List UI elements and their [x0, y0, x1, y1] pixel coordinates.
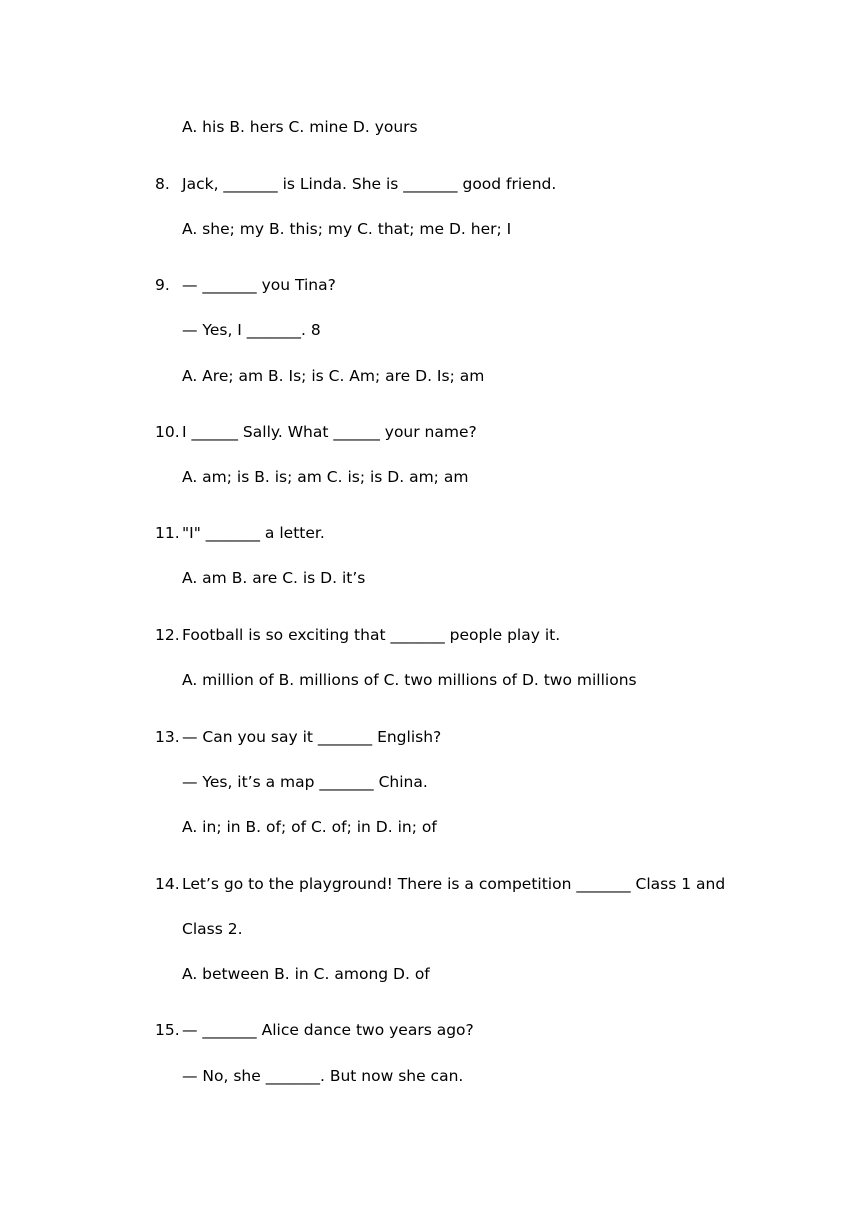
q10-stem: I ______ Sally. What ______ your name? — [182, 423, 477, 441]
q14-stem-line2: Class 2. — [182, 920, 243, 938]
q7-options: A. his B. hers C. mine D. yours — [182, 118, 418, 136]
q11-options: A. am B. are C. is D. it’s — [182, 569, 366, 587]
q14-number: 14. — [155, 875, 180, 893]
q14-stem-line1: Let’s go to the playground! There is a competition _______ Class 1 and — [182, 875, 726, 893]
q8-stem: Jack, _______ is Linda. She is _______ good friend. — [182, 175, 557, 193]
q13-options: A. in; in B. of; of C. of; in D. in; of — [182, 818, 437, 836]
q11-stem: "I" _______ a letter. — [182, 524, 325, 542]
q15-stem-line2: — No, she _______. But now she can. — [182, 1067, 464, 1085]
q9-number: 9. — [155, 276, 170, 294]
q13-stem-line2: — Yes, it’s a map _______ China. — [182, 773, 428, 791]
q11-number: 11. — [155, 524, 180, 542]
q12-number: 12. — [155, 626, 180, 644]
q13-number: 13. — [155, 728, 180, 746]
q15-number: 15. — [155, 1021, 180, 1039]
q14-options: A. between B. in C. among D. of — [182, 965, 430, 983]
q10-number: 10. — [155, 423, 180, 441]
q9-options: A. Are; am B. Is; is C. Am; are D. Is; am — [182, 367, 485, 385]
q8-options: A. she; my B. this; my C. that; me D. her; I — [182, 220, 512, 238]
q9-stem-line1: — _______ you Tina? — [182, 276, 336, 294]
q12-options: A. million of B. millions of C. two millions of D. two millions — [182, 671, 637, 689]
q8-number: 8. — [155, 175, 170, 193]
q15-stem-line1: — _______ Alice dance two years ago? — [182, 1021, 474, 1039]
q13-stem-line1: — Can you say it _______ English? — [182, 728, 442, 746]
q10-options: A. am; is B. is; am C. is; is D. am; am — [182, 468, 469, 486]
q9-stem-line2: — Yes, I _______. 8 — [182, 321, 321, 339]
q12-stem: Football is so exciting that _______ people play it. — [182, 626, 561, 644]
